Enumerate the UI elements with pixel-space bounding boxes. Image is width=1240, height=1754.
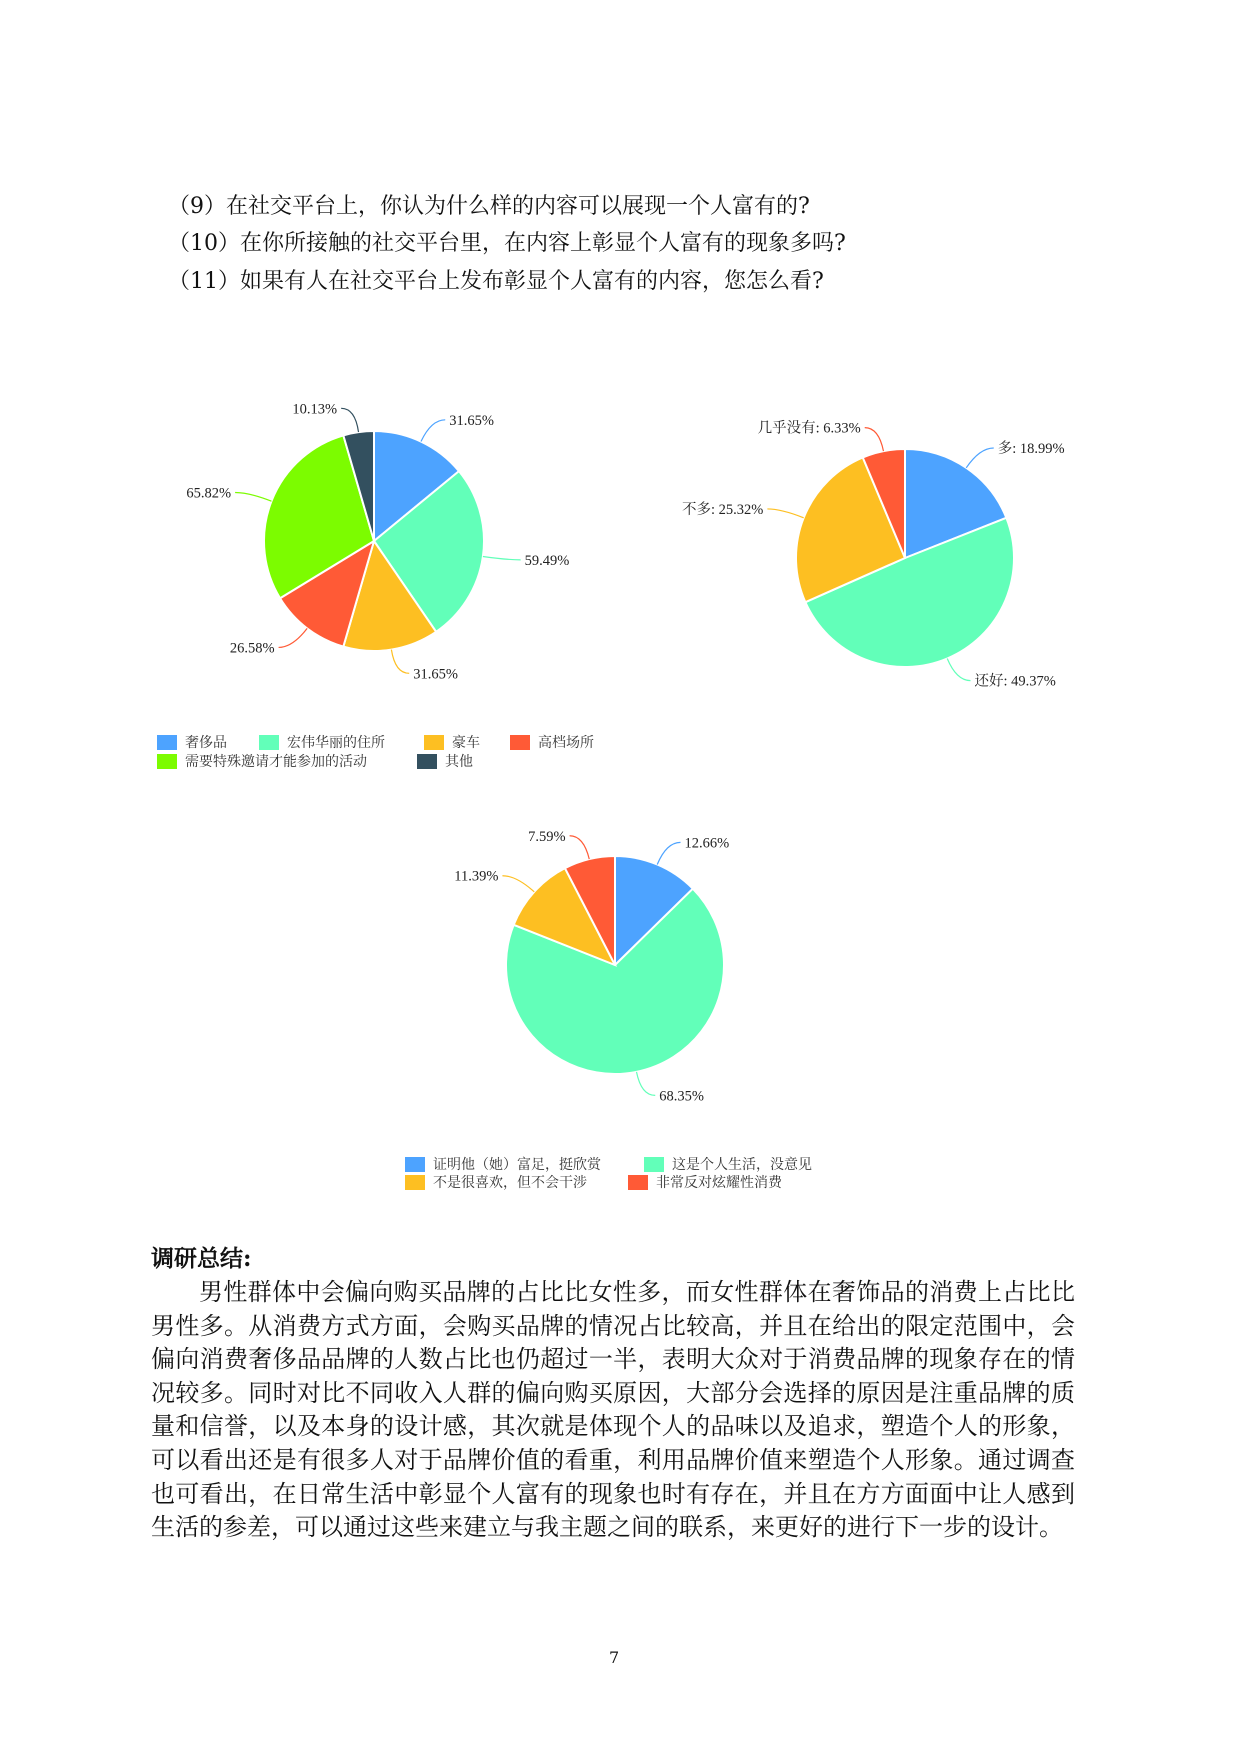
legend-item[interactable] bbox=[424, 732, 480, 752]
label-leader-line bbox=[341, 408, 358, 432]
legend-label: 需要特殊邀请才能参加的活动 bbox=[185, 754, 367, 770]
page-number: 7 bbox=[609, 1648, 620, 1667]
data-label: 68.35% bbox=[659, 1088, 704, 1105]
legend-label: 其他 bbox=[445, 754, 473, 770]
data-label: 31.65% bbox=[449, 412, 494, 429]
data-label: 7.59% bbox=[528, 828, 566, 845]
data-label: 几乎没有: 6.33% bbox=[757, 420, 861, 437]
label-leader-line bbox=[637, 1072, 656, 1096]
legend-swatch bbox=[424, 735, 444, 750]
label-leader-line bbox=[657, 842, 680, 864]
pie-chart-attitude bbox=[454, 829, 729, 1105]
label-leader-line bbox=[947, 658, 970, 680]
legend-label: 不是很喜欢，但不会干涉 bbox=[433, 1175, 587, 1191]
summary-paragraph: 男性群体中会偏向购买品牌的占比比女性多，而女性群体在奢饰品的消费上占比比男性多。从消费方式方面，会购买品牌的情况占比较高，并且在给出的限定范围中，会偏向消费奢侈品品牌的人数占比也仍超过一半，表明大众对于消费品牌的现象存在的情况较多。同时对比不同收入人群的偏向购买原因，大部分会选择的原因是注重品牌的质量和信誉，以及本身的设计感，其次就是体现个人的品味以及追求，塑造个人的形象，可以看出还是有很多人对于品牌价值的看重，利用品牌价值来塑造个人形象。通过调查也可看出，在日常生活中彰显个人富有的现象也时有存在，并且在方方面面中让人感到生活的参差，可以通过这些来建立与我主题之间的联系，来更好的进行下一步的设计。 bbox=[151, 1278, 1075, 1542]
data-label: 11.39% bbox=[454, 868, 499, 885]
legend-swatch bbox=[157, 754, 177, 769]
legend-label: 非常反对炫耀性消费 bbox=[656, 1175, 782, 1191]
label-leader-line bbox=[279, 628, 308, 647]
question-11: （11）如果有人在社交平台上发布彰显个人富有的内容，您怎么看? bbox=[168, 269, 824, 294]
label-leader-line bbox=[767, 509, 803, 518]
label-leader-line bbox=[421, 420, 445, 442]
legend-label: 奢侈品 bbox=[185, 735, 227, 751]
pie-chart-wealth-content bbox=[186, 401, 569, 682]
label-leader-line bbox=[391, 650, 409, 674]
legend-item[interactable] bbox=[157, 751, 367, 771]
question-9: （9）在社交平台上，你认为什么样的内容可以展现一个人富有的? bbox=[168, 194, 810, 219]
legend-swatch bbox=[644, 1157, 664, 1172]
label-leader-line bbox=[570, 836, 590, 859]
legend-swatch bbox=[157, 735, 177, 750]
data-label: 31.65% bbox=[413, 666, 458, 683]
legend-label: 证明他（她）富足，挺欣赏 bbox=[433, 1157, 601, 1173]
legend-item[interactable] bbox=[157, 732, 227, 752]
data-label: 12.66% bbox=[684, 835, 730, 852]
data-label: 还好: 49.37% bbox=[974, 673, 1056, 690]
summary-heading: 调研总结: bbox=[151, 1245, 252, 1272]
data-label: 65.82% bbox=[186, 485, 232, 502]
data-label: 10.13% bbox=[292, 401, 338, 418]
data-label: 不多: 25.32% bbox=[682, 501, 764, 518]
data-label: 26.58% bbox=[229, 640, 275, 657]
label-leader-line bbox=[235, 492, 271, 501]
data-label: 多: 18.99% bbox=[997, 440, 1065, 457]
legend-swatch bbox=[405, 1157, 425, 1172]
legend-item[interactable] bbox=[628, 1172, 782, 1192]
label-leader-line bbox=[502, 876, 534, 892]
label-leader-line bbox=[865, 428, 884, 452]
legend-swatch bbox=[628, 1175, 648, 1190]
legend-label: 豪车 bbox=[452, 735, 480, 751]
legend-label: 高档场所 bbox=[538, 735, 594, 751]
legend-item[interactable] bbox=[405, 1172, 587, 1192]
legend-item[interactable] bbox=[417, 751, 473, 771]
label-leader-line bbox=[966, 448, 993, 468]
legend-item[interactable] bbox=[259, 732, 385, 752]
legend-label: 宏伟华丽的住所 bbox=[287, 735, 385, 751]
data-label: 59.49% bbox=[524, 552, 570, 569]
legend-swatch bbox=[510, 735, 530, 750]
legend-swatch bbox=[405, 1175, 425, 1190]
legend-swatch bbox=[259, 735, 279, 750]
legend-item[interactable] bbox=[405, 1154, 601, 1174]
legend-item[interactable] bbox=[510, 732, 594, 752]
pie-chart-frequency bbox=[682, 420, 1065, 690]
question-10: （10）在你所接触的社交平台里，在内容上彰显个人富有的现象多吗? bbox=[168, 231, 846, 256]
label-leader-line bbox=[483, 556, 521, 559]
legend-swatch bbox=[417, 754, 437, 769]
legend-label: 这是个人生活，没意见 bbox=[672, 1157, 812, 1173]
legend-item[interactable] bbox=[644, 1154, 812, 1174]
